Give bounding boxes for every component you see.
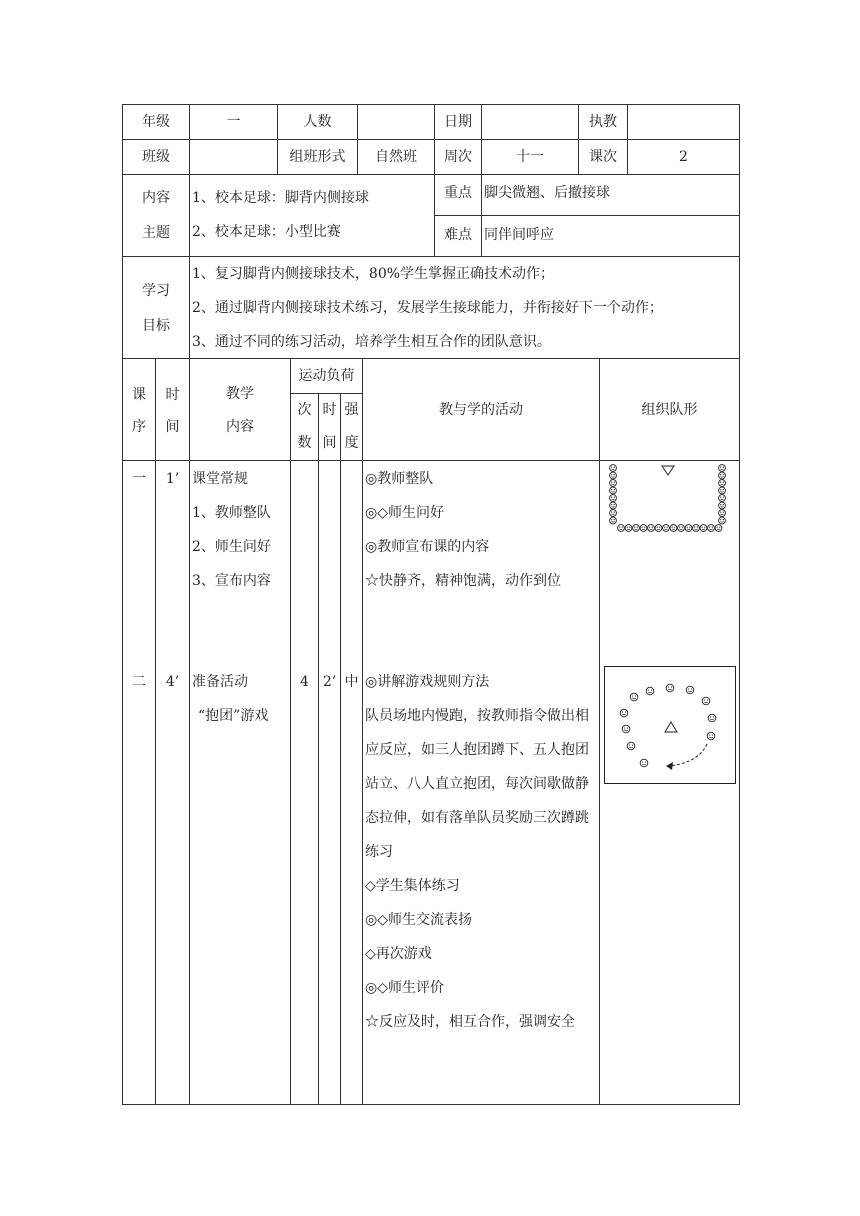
section-content-line: 准备活动 xyxy=(192,674,248,690)
col-header-content: 内容 xyxy=(226,419,254,435)
section-content-line: “抱团”游戏 xyxy=(198,708,269,724)
smiley-face-icon xyxy=(719,510,726,517)
col-header-load-time: 时 xyxy=(322,402,337,418)
col-header-order: 课 xyxy=(132,387,146,403)
col-header-load-count: 数 xyxy=(297,435,312,451)
smiley-face-icon xyxy=(627,742,635,750)
smiley-face-icon xyxy=(640,759,648,767)
smiley-face-icon xyxy=(610,472,617,479)
smiley-face-icon xyxy=(707,732,715,740)
smiley-face-icon xyxy=(610,502,617,509)
smiley-face-icon xyxy=(648,525,655,532)
triangle-icon xyxy=(662,466,674,475)
smiley-face-icon xyxy=(685,525,692,532)
smiley-face-icon xyxy=(666,684,674,692)
table-border-right xyxy=(739,104,740,1105)
smiley-face-icon xyxy=(633,525,640,532)
col-header-load-intensity: 度 xyxy=(344,435,359,451)
activity-line: ◇学生集体练习 xyxy=(365,878,460,894)
smiley-face-icon xyxy=(678,525,685,532)
difficulty-value: 同伴间呼应 xyxy=(484,227,554,243)
smiley-face-icon xyxy=(610,517,617,524)
smiley-face-icon xyxy=(610,480,617,487)
section-time: 4’ xyxy=(165,674,180,690)
grade-label: 年级 xyxy=(142,114,170,130)
col-divider xyxy=(189,174,190,358)
table-border-left xyxy=(122,104,123,1105)
topic-label: 主题 xyxy=(142,225,170,241)
section-content-line: 2、师生问好 xyxy=(192,539,271,555)
smiley-face-icon xyxy=(719,502,726,509)
smiley-face-icon xyxy=(670,525,677,532)
col-header-time: 间 xyxy=(165,419,180,435)
smiley-face-icon xyxy=(719,472,726,479)
activity-line: 练习 xyxy=(365,844,393,860)
lesson-label: 课次 xyxy=(589,149,617,165)
goals-label: 目标 xyxy=(142,318,170,334)
smiley-face-icon xyxy=(686,686,694,694)
goal-item: 1、复习脚背内侧接球技术，80%学生掌握正确技术动作； xyxy=(192,266,555,282)
col-header-load-intensity: 强 xyxy=(344,402,359,418)
col-divider xyxy=(340,393,341,1104)
people-label: 人数 xyxy=(303,114,332,130)
student-group xyxy=(620,684,716,767)
key-point-label: 重点 xyxy=(444,185,472,201)
col-header-content: 教学 xyxy=(226,386,254,402)
goal-item: 2、通过脚背内侧接球技术练习，发展学生接球能力，并衔接好下一个动作； xyxy=(192,300,663,316)
formation-diagram-2 xyxy=(604,666,737,785)
smiley-face-icon xyxy=(610,510,617,517)
activity-line: ◎◇师生评价 xyxy=(365,980,444,996)
row-divider xyxy=(290,393,362,394)
goals-label: 学习 xyxy=(142,283,170,299)
smiley-face-icon xyxy=(663,525,670,532)
smiley-face-icon xyxy=(719,487,726,494)
row-divider xyxy=(122,139,740,140)
smiley-face-icon xyxy=(655,525,662,532)
difficulty-label: 难点 xyxy=(444,227,472,243)
smiley-face-icon xyxy=(610,487,617,494)
week-label: 周次 xyxy=(444,149,472,165)
smiley-face-icon xyxy=(693,525,700,532)
col-divider xyxy=(481,104,482,256)
class-label: 班级 xyxy=(142,149,170,165)
section-content-line: 1、教师整队 xyxy=(192,505,271,521)
activity-line: 应反应，如三人抱团蹲下、五人抱团 xyxy=(365,742,589,758)
topic-label: 内容 xyxy=(142,190,170,206)
load-intensity: 中 xyxy=(344,674,359,690)
activity-line: ◎教师宣布课的内容 xyxy=(365,539,490,555)
col-header-time: 时 xyxy=(165,387,180,403)
smiley-face-icon xyxy=(610,495,617,502)
table-border-bottom xyxy=(122,1104,740,1105)
section-time: 1’ xyxy=(165,471,180,487)
activity-line: ◎讲解游戏规则方法 xyxy=(365,674,490,690)
smiley-face-icon xyxy=(630,693,638,701)
activity-line: ◇再次游戏 xyxy=(365,946,432,962)
section-content-line: 3、宣布内容 xyxy=(192,573,271,589)
arrow-head xyxy=(666,762,673,770)
col-header-load: 运动负荷 xyxy=(298,368,355,384)
smiley-face-icon xyxy=(640,525,647,532)
smiley-face-icon xyxy=(708,525,715,532)
col-divider xyxy=(362,358,363,1104)
activity-line: ☆快静齐，精神饱满，动作到位 xyxy=(365,573,561,589)
load-duration: 2’ xyxy=(322,674,337,690)
activity-line: ◎◇师生问好 xyxy=(365,505,444,521)
grade-value: 一 xyxy=(226,114,241,130)
smiley-face-icon xyxy=(719,480,726,487)
date-label: 日期 xyxy=(444,114,472,130)
smiley-face-icon xyxy=(719,465,726,472)
col-divider xyxy=(189,358,190,1104)
smiley-face-icon xyxy=(620,709,628,717)
section-content-line: 课堂常规 xyxy=(192,471,248,487)
row-divider xyxy=(122,256,740,257)
format-value: 自然班 xyxy=(375,149,417,165)
col-divider xyxy=(318,393,319,1104)
smiley-face-icon xyxy=(622,725,630,733)
teacher-label: 执教 xyxy=(589,114,617,130)
smiley-face-icon xyxy=(719,495,726,502)
key-point-value: 脚尖微翘、后撤接球 xyxy=(484,185,610,201)
smiley-face-icon xyxy=(708,714,716,722)
section-order: 一 xyxy=(132,471,146,487)
smiley-face-icon xyxy=(702,697,710,705)
activity-line: ☆反应及时，相互合作，强调安全 xyxy=(365,1014,575,1030)
week-value: 十一 xyxy=(516,149,544,165)
formation-diagram-1 xyxy=(600,460,739,540)
smiley-face-icon xyxy=(719,517,726,524)
activity-line: ◎◇师生交流表扬 xyxy=(365,912,472,928)
goal-item: 3、通过不同的练习活动，培养学生相互合作的团队意识。 xyxy=(192,334,551,350)
section-order: 二 xyxy=(132,674,146,690)
col-divider xyxy=(155,358,156,1104)
col-header-activity: 教与学的活动 xyxy=(439,402,523,418)
smiley-face-icon xyxy=(715,525,722,532)
smiley-face-icon xyxy=(610,465,617,472)
topic-item: 1、校本足球：脚背内侧接球 xyxy=(192,190,369,206)
col-divider xyxy=(290,358,291,1104)
smiley-face-icon xyxy=(625,525,632,532)
load-count: 4 xyxy=(300,674,309,690)
col-header-load-count: 次 xyxy=(297,402,312,418)
smiley-face-icon xyxy=(700,525,707,532)
row-divider xyxy=(122,174,740,175)
topic-item: 2、校本足球：小型比赛 xyxy=(192,224,341,240)
dashed-arrow-icon xyxy=(670,744,707,766)
format-label: 组班形式 xyxy=(289,149,346,165)
activity-line: 站立、八人直立抱团，每次间歇做静 xyxy=(365,776,589,792)
triangle-icon xyxy=(665,722,677,732)
col-header-order: 序 xyxy=(132,419,146,435)
row-divider xyxy=(434,215,740,216)
lesson-value: 2 xyxy=(679,149,688,165)
col-header-load-time: 间 xyxy=(322,435,337,451)
activity-line: 队员场地内慢跑，按教师指令做出相 xyxy=(365,708,589,724)
smiley-face-icon xyxy=(646,687,654,695)
row-divider xyxy=(122,358,740,359)
col-header-formation: 组织队形 xyxy=(641,402,698,418)
activity-line: ◎教师整队 xyxy=(365,471,434,487)
activity-line: 态拉伸，如有落单队员奖励三次蹲跳 xyxy=(365,810,589,826)
smiley-face-icon xyxy=(618,525,625,532)
table-border-top xyxy=(122,104,740,105)
